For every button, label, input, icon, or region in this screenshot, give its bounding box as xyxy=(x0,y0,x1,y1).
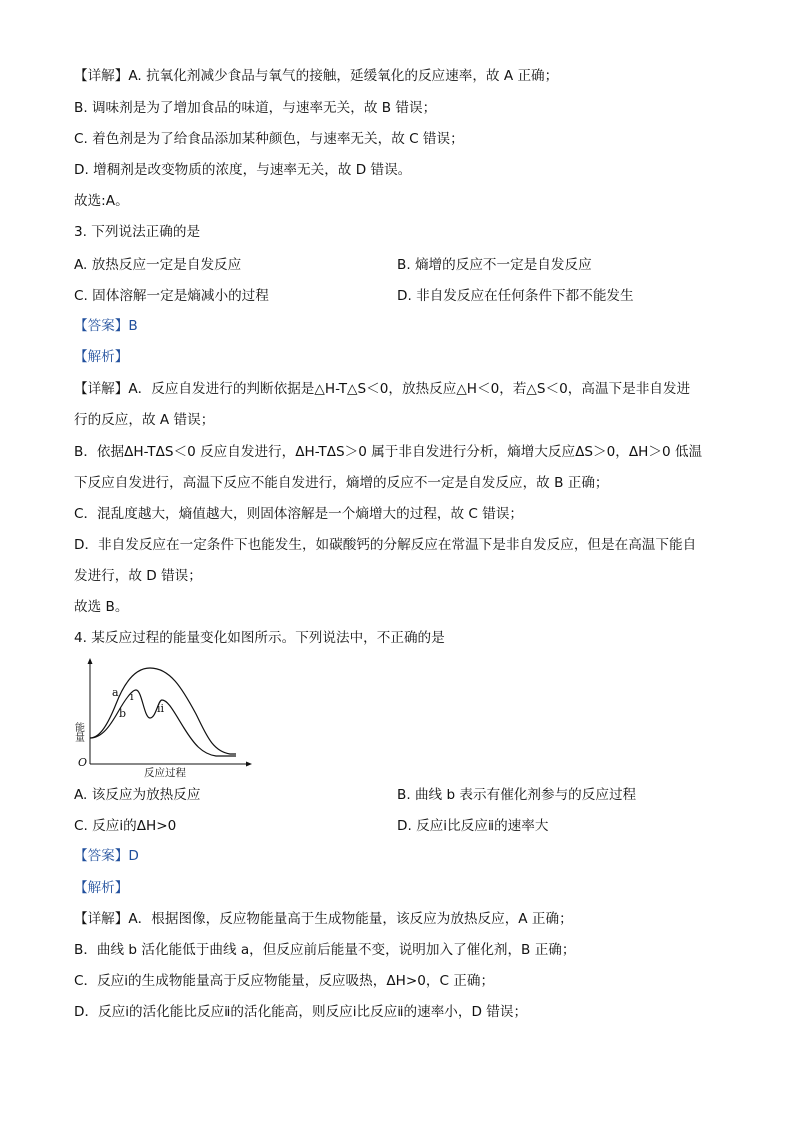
q4-option-a: A. 该反应为放热反应 xyxy=(74,787,201,803)
q2-detail-c: C. 着色剂是为了给食品添加某种颜色，与速率无关，故 C 错误； xyxy=(74,131,464,147)
q4-option-d: D. 反应ⅰ比反应ⅱ的速率大 xyxy=(397,818,549,834)
q3-answer: 【答案】B xyxy=(74,318,138,334)
q2-detail-d: D. 增稠剂是改变物质的浓度，与速率无关，故 D 错误。 xyxy=(74,162,412,178)
energy-diagram xyxy=(74,654,254,780)
q3-detail-line: 【详解】A．反应自发进行的判断依据是△H-T△S＜0，放热反应△H＜0，若△S＜0，高温下是非自发进 xyxy=(74,381,691,397)
q3-detail-line: D．非自发反应在一定条件下也能发生，如碳酸钙的分解反应在常温下是非自发反应，但是在高温下能自 xyxy=(74,537,697,553)
q3-detail-line: 行的反应，故 A 错误； xyxy=(74,412,215,428)
x-axis-arrow xyxy=(246,762,252,767)
q2-detail-b: B. 调味剂是为了增加食品的味道，与速率无关，故 B 错误； xyxy=(74,100,437,116)
q3-option-a: A. 放热反应一定是自发反应 xyxy=(74,257,242,273)
q4-detail-line: 【详解】A．根据图像，反应物能量高于生成物能量，该反应为放热反应，A 正确； xyxy=(74,911,573,927)
curve-b-label: b xyxy=(119,707,127,720)
y-axis-label: 能量 xyxy=(72,722,84,742)
q4-detail-line: B．曲线 b 活化能低于曲线 a，但反应前后能量不变，说明加入了催化剂，B 正确； xyxy=(74,942,576,958)
q3-analysis-heading: 【解析】 xyxy=(74,349,129,365)
q3-option-b: B. 熵增的反应不一定是自发反应 xyxy=(397,257,592,273)
q3-stem: 3. 下列说法正确的是 xyxy=(74,224,201,240)
q4-detail-line: C．反应ⅰ的生成物能量高于反应物能量，反应吸热，ΔH>0，C 正确； xyxy=(74,973,495,989)
q3-detail-line: C．混乱度越大，熵值越大，则固体溶解是一个熵增大的过程，故 C 错误； xyxy=(74,506,524,522)
q4-detail-line: D．反应ⅰ的活化能比反应ⅱ的活化能高，则反应ⅰ比反应ⅱ的速率小，D 错误； xyxy=(74,1004,528,1020)
q4-answer: 【答案】D xyxy=(74,848,139,864)
q3-detail-line: 发进行，故 D 错误； xyxy=(74,568,202,584)
x-axis-label: 反应过程 xyxy=(144,767,186,779)
y-axis-arrow xyxy=(88,658,93,664)
curve-a-label: a xyxy=(112,686,119,699)
q3-option-c: C. 固体溶解一定是熵减小的过程 xyxy=(74,288,269,304)
q3-detail-line: 下反应自发进行，高温下反应不能自发进行，熵增的反应不一定是自发反应，故 B 正确； xyxy=(74,475,609,491)
origin-label: O xyxy=(78,756,88,769)
q3-detail-line: B．依据ΔH-TΔS＜0 反应自发进行，ΔH-TΔS＞0 属于非自发进行分析，熵增大反应ΔS＞0，ΔH＞0 低温 xyxy=(74,444,703,460)
q4-option-c: C. 反应ⅰ的ΔH>0 xyxy=(74,818,177,834)
q3-option-d: D. 非自发反应在任何条件下都不能发生 xyxy=(397,288,634,304)
q4-option-b: B. 曲线 b 表示有催化剂参与的反应过程 xyxy=(397,787,637,803)
q2-choice: 故选:A。 xyxy=(74,193,129,209)
step-ii-label: ii xyxy=(157,702,165,715)
step-i-label: i xyxy=(130,690,134,703)
q4-analysis-heading: 【解析】 xyxy=(74,880,129,896)
q2-detail-a: 【详解】A. 抗氧化剂减少食品与氧气的接触，延缓氧化的反应速率，故 A 正确； xyxy=(74,68,559,84)
q4-stem: 4. 某反应过程的能量变化如图所示。下列说法中，不正确的是 xyxy=(74,630,445,646)
q3-choice: 故选 B。 xyxy=(74,599,129,615)
